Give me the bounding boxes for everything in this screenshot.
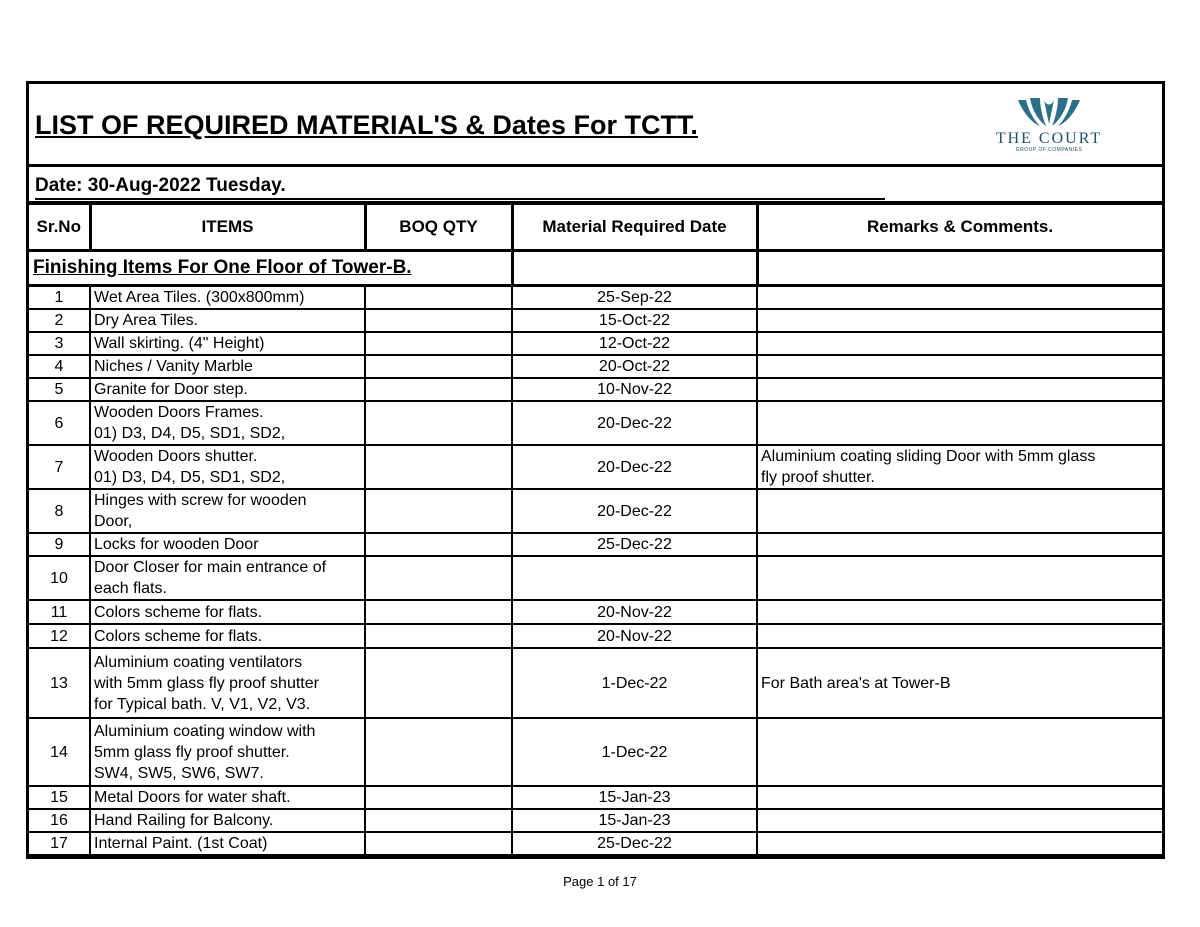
cell-boq-qty <box>365 309 512 332</box>
cell-sr-no: 15 <box>29 786 90 809</box>
cell-sr-no: 17 <box>29 832 90 855</box>
cell-sr-no: 13 <box>29 648 90 718</box>
item-line: Aluminium coating window with <box>94 722 316 740</box>
table-row <box>29 445 1162 489</box>
cell-sr-no: 11 <box>29 600 90 624</box>
cell-remarks <box>757 600 1162 624</box>
table-row <box>29 489 1162 533</box>
title-row <box>29 84 1162 167</box>
cell-item <box>90 718 365 786</box>
section-title: Finishing Items For One Floor of Tower-B. <box>29 251 512 286</box>
cell-required-date: 15-Jan-23 <box>512 786 757 809</box>
cell-required-date: 20-Nov-22 <box>512 624 757 648</box>
materials-sheet <box>26 81 1165 859</box>
cell-item <box>90 786 365 809</box>
cell-item <box>90 286 365 310</box>
table-row <box>29 718 1162 786</box>
table-row <box>29 355 1162 378</box>
logo-name: THE COURT <box>995 130 1103 147</box>
cell-required-date: 1-Dec-22 <box>512 718 757 786</box>
cell-item <box>90 489 365 533</box>
cell-item <box>90 309 365 332</box>
cell-remarks <box>757 556 1162 600</box>
table-row <box>29 378 1162 401</box>
cell-remarks <box>757 533 1162 556</box>
cell-remarks <box>757 332 1162 355</box>
header-row <box>29 205 1162 251</box>
item-line: Colors scheme for flats. <box>94 603 263 621</box>
cell-item <box>90 556 365 600</box>
cell-remarks <box>757 832 1162 855</box>
cell-required-date: 20-Oct-22 <box>512 355 757 378</box>
item-line: 01) D3, D4, D5, SD1, SD2, <box>94 469 286 486</box>
cell-boq-qty <box>365 600 512 624</box>
cell-boq-qty <box>365 718 512 786</box>
cell-sr-no: 4 <box>29 355 90 378</box>
cell-item <box>90 832 365 855</box>
cell-boq-qty <box>365 355 512 378</box>
item-line: Aluminium coating ventilators <box>94 653 303 671</box>
table-row <box>29 401 1162 445</box>
cell-required-date: 20-Dec-22 <box>512 401 757 445</box>
cell-required-date: 1-Dec-22 <box>512 648 757 718</box>
item-line: Door Closer for main entrance of <box>94 559 327 576</box>
cell-remarks <box>757 786 1162 809</box>
item-line: Niches / Vanity Marble <box>94 358 253 375</box>
cell-item <box>90 378 365 401</box>
header-remarks: Remarks & Comments. <box>757 205 1162 251</box>
cell-boq-qty <box>365 401 512 445</box>
section-row <box>29 251 1162 286</box>
table-row <box>29 648 1162 718</box>
cell-item <box>90 600 365 624</box>
cell-sr-no: 6 <box>29 401 90 445</box>
cell-remarks <box>757 489 1162 533</box>
item-line: Granite for Door step. <box>94 381 248 398</box>
cell-item <box>90 809 365 832</box>
cell-required-date: 25-Dec-22 <box>512 533 757 556</box>
cell-remarks <box>757 648 1162 718</box>
header-items: ITEMS <box>90 205 365 251</box>
header-sr-no: Sr.No <box>29 205 90 251</box>
cell-item <box>90 355 365 378</box>
cell-item <box>90 648 365 718</box>
table-row <box>29 786 1162 809</box>
table-row <box>29 533 1162 556</box>
header-boq-qty: BOQ QTY <box>365 205 512 251</box>
cell-remarks <box>757 355 1162 378</box>
cell-item <box>90 445 365 489</box>
cell-sr-no: 8 <box>29 489 90 533</box>
cell-boq-qty <box>365 809 512 832</box>
cell-sr-no: 1 <box>29 286 90 310</box>
item-line: Colors scheme for flats. <box>94 627 263 645</box>
cell-required-date: 25-Sep-22 <box>512 286 757 310</box>
cell-sr-no: 9 <box>29 533 90 556</box>
cell-required-date: 25-Dec-22 <box>512 832 757 855</box>
table-row <box>29 600 1162 624</box>
cell-sr-no: 16 <box>29 809 90 832</box>
cell-item <box>90 624 365 648</box>
cell-remarks <box>757 718 1162 786</box>
company-logo <box>974 96 1124 154</box>
cell-required-date: 15-Jan-23 <box>512 809 757 832</box>
item-line: Locks for wooden Door <box>94 536 259 553</box>
item-line: each flats. <box>94 580 167 597</box>
table-row <box>29 556 1162 600</box>
cell-required-date: 20-Dec-22 <box>512 489 757 533</box>
cell-sr-no: 5 <box>29 378 90 401</box>
page-footer: Page 1 of 17 <box>563 874 637 889</box>
cell-boq-qty <box>365 556 512 600</box>
cell-required-date: 20-Nov-22 <box>512 600 757 624</box>
cell-remarks <box>757 445 1162 489</box>
cell-remarks <box>757 309 1162 332</box>
remarks-line: fly proof shutter. <box>761 469 875 486</box>
cell-boq-qty <box>365 648 512 718</box>
cell-sr-no: 10 <box>29 556 90 600</box>
cell-boq-qty <box>365 786 512 809</box>
date-line: Date: 30-Aug-2022 Tuesday. <box>35 175 885 200</box>
cell-required-date: 15-Oct-22 <box>512 309 757 332</box>
cell-sr-no: 7 <box>29 445 90 489</box>
cell-remarks <box>757 286 1162 310</box>
item-line: Wooden Doors Frames. <box>94 404 264 421</box>
logo-tagline: GROUP OF COMPANIES <box>1015 147 1083 153</box>
item-line: Hinges with screw for wooden <box>94 492 307 509</box>
cell-remarks <box>757 624 1162 648</box>
item-line: SW4, SW5, SW6, SW7. <box>94 764 264 782</box>
header-required-date: Material Required Date <box>512 205 757 251</box>
cell-sr-no: 2 <box>29 309 90 332</box>
item-line: Internal Paint. (1st Coat) <box>94 835 268 852</box>
cell-item <box>90 401 365 445</box>
materials-table <box>29 204 1163 856</box>
page-title: LIST OF REQUIRED MATERIAL'S & Dates For TCTT. <box>35 110 698 140</box>
table-row <box>29 286 1162 310</box>
cell-sr-no: 3 <box>29 332 90 355</box>
item-line: Wet Area Tiles. (300x800mm) <box>94 289 305 306</box>
cell-boq-qty <box>365 832 512 855</box>
cell-boq-qty <box>365 533 512 556</box>
cell-sr-no: 14 <box>29 718 90 786</box>
date-row <box>29 167 1162 204</box>
cell-required-date: 20-Dec-22 <box>512 445 757 489</box>
cell-remarks <box>757 809 1162 832</box>
cell-boq-qty <box>365 332 512 355</box>
cell-required-date: 12-Oct-22 <box>512 332 757 355</box>
item-line: Dry Area Tiles. <box>94 312 199 329</box>
table-row <box>29 624 1162 648</box>
cell-required-date: 10-Nov-22 <box>512 378 757 401</box>
item-line: 5mm glass fly proof shutter. <box>94 743 290 761</box>
table-row <box>29 309 1162 332</box>
item-line: Wooden Doors shutter. <box>94 448 258 465</box>
item-line: with 5mm glass fly proof shutter <box>94 674 319 692</box>
cell-boq-qty <box>365 378 512 401</box>
cell-item <box>90 332 365 355</box>
item-line: for Typical bath. V, V1, V2, V3. <box>94 695 311 713</box>
cell-item <box>90 533 365 556</box>
cell-boq-qty <box>365 624 512 648</box>
cell-required-date <box>512 556 757 600</box>
table-row <box>29 832 1162 855</box>
item-line: Wall skirting. (4" Height) <box>94 335 265 352</box>
item-line: Door, <box>94 513 133 530</box>
cell-remarks <box>757 401 1162 445</box>
cell-boq-qty <box>365 286 512 310</box>
cell-boq-qty <box>365 445 512 489</box>
cell-boq-qty <box>365 489 512 533</box>
remarks-line: For Bath area's at Tower-B <box>761 674 951 692</box>
item-line: Metal Doors for water shaft. <box>94 789 291 806</box>
table-row <box>29 809 1162 832</box>
cell-sr-no: 12 <box>29 624 90 648</box>
item-line: Hand Railing for Balcony. <box>94 812 274 829</box>
cell-remarks <box>757 378 1162 401</box>
item-line: 01) D3, D4, D5, SD1, SD2, <box>94 425 286 442</box>
table-row <box>29 332 1162 355</box>
remarks-line: Aluminium coating sliding Door with 5mm glass <box>761 448 1096 465</box>
